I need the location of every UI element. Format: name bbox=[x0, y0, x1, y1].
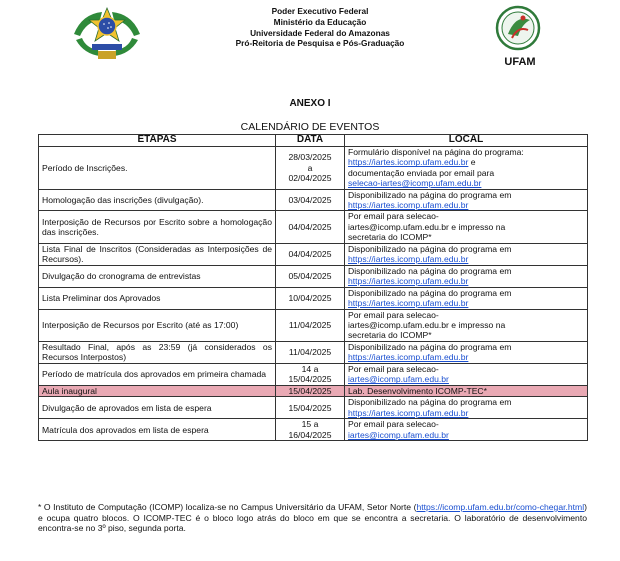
local-line bbox=[348, 168, 584, 178]
cell-date bbox=[276, 243, 345, 265]
ufam-logo-text: UFAM bbox=[504, 56, 536, 68]
local-line bbox=[348, 310, 584, 320]
local-text: Disponibilizado na página do programa em bbox=[348, 243, 512, 254]
column-header-etapas: ETAPAS bbox=[39, 135, 276, 147]
cell-local bbox=[345, 309, 588, 341]
local-link[interactable]: https://iartes.icomp.ufam.edu.br bbox=[348, 254, 469, 265]
annex-title: ANEXO I bbox=[289, 98, 331, 109]
local-line bbox=[348, 374, 584, 384]
cell-etapa: Lista Final de Inscritos (Consideradas as Interposições de Recursos). bbox=[39, 243, 276, 265]
local-link[interactable]: https://iartes.icomp.ufam.edu.br bbox=[348, 276, 469, 287]
local-text: Lab. Desenvolvimento ICOMP-TEC* bbox=[348, 385, 487, 396]
local-text: Formulário disponível na página do programa: bbox=[348, 147, 524, 157]
cell-etapa: Período de Inscrições. bbox=[39, 147, 276, 190]
cell-local bbox=[345, 243, 588, 265]
local-line bbox=[348, 276, 584, 286]
table-row bbox=[39, 309, 588, 341]
ufam-logo bbox=[488, 4, 560, 68]
date-line: 15/04/2025 bbox=[288, 374, 332, 385]
cell-date bbox=[276, 147, 345, 190]
cell-date bbox=[276, 341, 345, 363]
cell-local bbox=[345, 341, 588, 363]
date-line: 05/04/2025 bbox=[288, 270, 332, 281]
cell-etapa: Lista Preliminar dos Aprovados bbox=[39, 287, 276, 309]
local-line bbox=[348, 352, 584, 362]
local-text: Disponibilizado na página do programa em bbox=[348, 265, 512, 276]
table-body bbox=[39, 147, 588, 441]
local-line bbox=[348, 232, 584, 242]
cell-etapa: Matrícula dos aprovados em lista de espera bbox=[39, 419, 276, 441]
date-line: 03/04/2025 bbox=[288, 194, 332, 205]
table-row bbox=[39, 189, 588, 211]
local-link[interactable]: https://iartes.icomp.ufam.edu.br bbox=[348, 157, 469, 168]
local-text: Por email para selecao- bbox=[348, 363, 439, 374]
local-text: Por email para selecao- bbox=[348, 309, 439, 320]
date-line: 15 a bbox=[301, 419, 319, 430]
cell-etapa: Homologação das inscrições (divulgação). bbox=[39, 189, 276, 211]
table-header-row bbox=[39, 135, 588, 147]
cell-date bbox=[276, 363, 345, 385]
cell-date bbox=[276, 419, 345, 441]
calendar-title: CALENDÁRIO DE EVENTOS bbox=[240, 121, 380, 133]
cell-etapa: Divulgação do cronograma de entrevistas bbox=[39, 265, 276, 287]
local-link[interactable]: https://iartes.icomp.ufam.edu.br bbox=[348, 298, 469, 309]
events-calendar-table bbox=[38, 134, 588, 441]
table-row bbox=[39, 363, 588, 385]
local-text: Por email para selecao- bbox=[348, 419, 439, 430]
date-line: 04/04/2025 bbox=[288, 221, 332, 232]
local-line bbox=[348, 298, 584, 308]
local-link[interactable]: https://iartes.icomp.ufam.edu.br bbox=[348, 407, 469, 418]
date-line: 15/04/2025 bbox=[288, 402, 332, 413]
local-link[interactable]: iartes@icomp.ufam.edu.br bbox=[348, 429, 449, 440]
cell-date bbox=[276, 189, 345, 211]
local-text: secretaria do ICOMP* bbox=[348, 232, 432, 243]
local-link[interactable]: iartes@icomp.ufam.edu.br bbox=[348, 374, 449, 385]
cell-local bbox=[345, 211, 588, 243]
footnote-text: ) e ocupa quatro blocos. O ICOMP-TEC é o bloco logo atrás do bloco em que se encontra a secretaria. O laboratório de desenvolvimento encontra-se no 3º piso, segunda porta. bbox=[38, 502, 587, 534]
date-line: 15/04/2025 bbox=[288, 385, 332, 396]
local-text: Disponibilizado na página do programa em bbox=[348, 189, 512, 200]
local-text: e bbox=[468, 157, 476, 168]
local-line bbox=[348, 320, 584, 330]
cell-local bbox=[345, 265, 588, 287]
local-line bbox=[348, 211, 584, 221]
table-row bbox=[39, 397, 588, 419]
local-line bbox=[348, 200, 584, 210]
column-header-local: LOCAL bbox=[345, 135, 588, 147]
cell-etapa: Aula inaugural bbox=[39, 385, 276, 396]
date-line: 16/04/2025 bbox=[288, 429, 332, 440]
cell-local bbox=[345, 363, 588, 385]
local-text: Disponibilizado na página do programa em bbox=[348, 397, 512, 408]
local-link[interactable]: selecao-iartes@icomp.ufam.edu.br bbox=[348, 178, 482, 189]
local-line bbox=[348, 254, 584, 264]
local-line bbox=[348, 397, 584, 407]
table-row bbox=[39, 385, 588, 396]
column-header-data: DATA bbox=[276, 135, 345, 147]
local-link[interactable]: https://iartes.icomp.ufam.edu.br bbox=[348, 200, 469, 211]
table-row bbox=[39, 419, 588, 441]
local-text: Por email para selecao- bbox=[348, 211, 439, 222]
cell-date bbox=[276, 265, 345, 287]
cell-date bbox=[276, 385, 345, 396]
table-row bbox=[39, 265, 588, 287]
cell-date bbox=[276, 287, 345, 309]
table-row bbox=[39, 243, 588, 265]
cell-local bbox=[345, 147, 588, 190]
date-line: 11/04/2025 bbox=[288, 347, 332, 358]
institution-header bbox=[200, 6, 440, 49]
header-line: Pró-Reitoria de Pesquisa e Pós-Graduação bbox=[235, 38, 405, 49]
table-row bbox=[39, 211, 588, 243]
date-line: 28/03/2025 bbox=[288, 152, 332, 163]
local-line bbox=[348, 430, 584, 440]
local-line bbox=[348, 419, 584, 429]
cell-date bbox=[276, 397, 345, 419]
local-line bbox=[348, 222, 584, 232]
local-line bbox=[348, 386, 584, 396]
cell-date bbox=[276, 211, 345, 243]
local-line bbox=[348, 288, 584, 298]
table-row bbox=[39, 147, 588, 190]
cell-etapa: Interposição de Recursos por Escrito (até as 17:00) bbox=[39, 309, 276, 341]
cell-local bbox=[345, 189, 588, 211]
cell-local bbox=[345, 287, 588, 309]
local-line bbox=[348, 266, 584, 276]
local-line bbox=[348, 157, 584, 167]
local-text: iartes@icomp.ufam.edu.br e impresso na bbox=[348, 320, 506, 331]
footnote-text: * O Instituto de Computação (ICOMP) localiza-se no Campus Universitário da UFAM, Setor Norte ( bbox=[38, 502, 417, 512]
cell-local bbox=[345, 385, 588, 396]
local-text: Disponibilizado na página do programa em bbox=[348, 341, 512, 352]
cell-etapa: Resultado Final, após as 23:59 (já considerados os Recursos Interpostos) bbox=[39, 341, 276, 363]
header-line: Universidade Federal do Amazonas bbox=[250, 27, 390, 38]
date-line: 02/04/2025 bbox=[288, 173, 332, 184]
local-line bbox=[348, 364, 584, 374]
local-link[interactable]: https://iartes.icomp.ufam.edu.br bbox=[348, 352, 469, 363]
table-row bbox=[39, 287, 588, 309]
local-text: iartes@icomp.ufam.edu.br e impresso na bbox=[348, 221, 506, 232]
cell-local bbox=[345, 397, 588, 419]
header-line: Ministério da Educação bbox=[273, 16, 367, 27]
local-text: documentação enviada por email para bbox=[348, 167, 495, 178]
footnote-directions-link[interactable]: https://icomp.ufam.edu.br/como-chegar.html bbox=[416, 502, 585, 512]
cell-etapa: Interposição de Recursos por Escrito sobre a homologação das inscrições. bbox=[39, 211, 276, 243]
local-text: secretaria do ICOMP* bbox=[348, 330, 432, 341]
brazil-coat-of-arms-logo bbox=[68, 4, 146, 64]
local-line bbox=[348, 190, 584, 200]
local-text: Disponibilizado na página do programa em bbox=[348, 287, 512, 298]
date-line: a bbox=[307, 162, 313, 173]
local-line bbox=[348, 408, 584, 418]
local-line bbox=[348, 342, 584, 352]
header-line: Poder Executivo Federal bbox=[271, 6, 369, 16]
date-line: 14 a bbox=[301, 363, 319, 374]
cell-local bbox=[345, 419, 588, 441]
cell-date bbox=[276, 309, 345, 341]
cell-etapa: Período de matrícula dos aprovados em primeira chamada bbox=[39, 363, 276, 385]
cell-etapa: Divulgação de aprovados em lista de espera bbox=[39, 397, 276, 419]
local-line bbox=[348, 244, 584, 254]
date-line: 11/04/2025 bbox=[288, 320, 332, 331]
table-row bbox=[39, 341, 588, 363]
local-line bbox=[348, 330, 584, 340]
local-line bbox=[348, 147, 584, 157]
date-line: 04/04/2025 bbox=[288, 248, 332, 259]
date-line: 10/04/2025 bbox=[288, 292, 332, 303]
local-line bbox=[348, 178, 584, 188]
footnote bbox=[38, 502, 587, 534]
